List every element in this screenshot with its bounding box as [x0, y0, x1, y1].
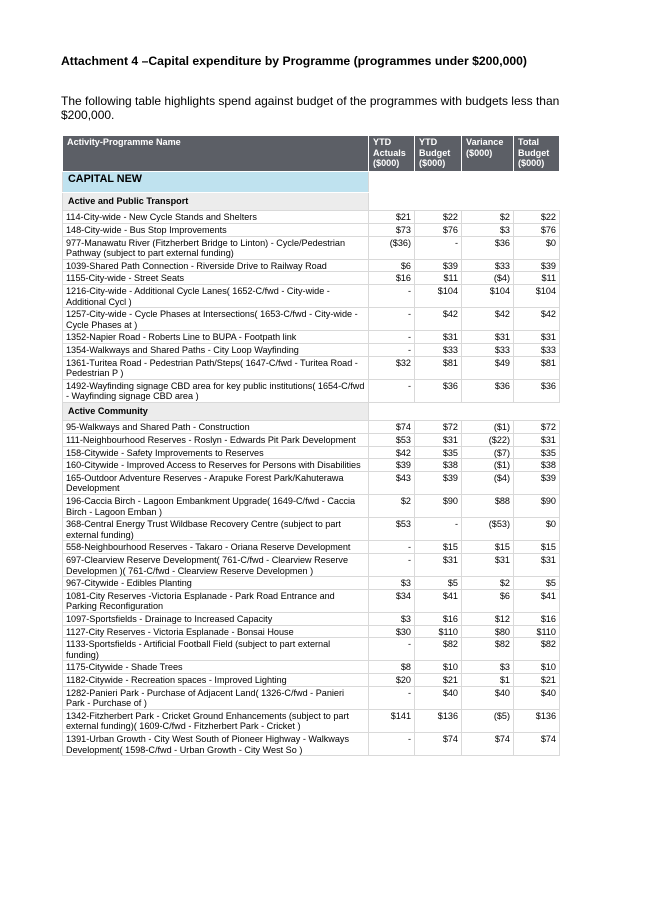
ytd-budget-cell: $110 [415, 625, 462, 638]
total-budget-cell: $42 [514, 308, 560, 331]
table-row [63, 495, 560, 518]
ytd-budget-cell: $21 [415, 673, 462, 686]
total-budget-cell: $31 [514, 434, 560, 447]
ytd-budget-cell: $10 [415, 661, 462, 674]
table-row [63, 612, 560, 625]
name-cell: 196-Caccia Birch - Lagoon Embankment Upgrade( 1649-C/fwd - Caccia Birch - Lagoon Emban ) [63, 495, 369, 518]
variance-cell: ($1) [462, 459, 514, 472]
total-budget-cell: $90 [514, 495, 560, 518]
ytd-actuals-cell: - [369, 379, 415, 402]
table-row [63, 308, 560, 331]
ytd-actuals-cell: $53 [369, 518, 415, 541]
variance-cell: $88 [462, 495, 514, 518]
ytd-actuals-cell: - [369, 732, 415, 755]
total-budget-cell: $39 [514, 259, 560, 272]
ytd-budget-cell: $36 [415, 379, 462, 402]
group-row [63, 192, 560, 211]
total-budget-cell: $21 [514, 673, 560, 686]
ytd-budget-cell: - [415, 236, 462, 259]
total-budget-cell: $0 [514, 236, 560, 259]
ytd-actuals-cell: - [369, 554, 415, 577]
ytd-actuals-cell: $42 [369, 446, 415, 459]
total-budget-cell: $136 [514, 709, 560, 732]
table-row [63, 356, 560, 379]
table-row [63, 434, 560, 447]
ytd-budget-cell: $82 [415, 638, 462, 661]
header-name: Activity-Programme Name [63, 136, 369, 172]
name-cell: 95-Walkways and Shared Path - Construction [63, 421, 369, 434]
variance-cell: ($4) [462, 471, 514, 494]
total-budget-cell: $41 [514, 589, 560, 612]
ytd-budget-cell: $38 [415, 459, 462, 472]
variance-cell: $31 [462, 554, 514, 577]
total-budget-cell: $72 [514, 421, 560, 434]
ytd-actuals-cell: $39 [369, 459, 415, 472]
total-budget-cell: $31 [514, 554, 560, 577]
group-row [63, 402, 560, 421]
table-row [63, 673, 560, 686]
ytd-budget-cell: $74 [415, 732, 462, 755]
total-budget-cell: $76 [514, 223, 560, 236]
ytd-actuals-cell: $53 [369, 434, 415, 447]
ytd-actuals-cell: - [369, 541, 415, 554]
name-cell: 1492-Wayfinding signage CBD area for key public institutions( 1654-C/fwd - Wayfinding signage CBD area ) [63, 379, 369, 402]
total-budget-cell: $40 [514, 686, 560, 709]
name-cell: 1282-Panieri Park - Purchase of Adjacent Land( 1326-C/fwd - Panieri Park - Purchase of ) [63, 686, 369, 709]
ytd-budget-cell: $42 [415, 308, 462, 331]
ytd-actuals-cell: $74 [369, 421, 415, 434]
name-cell: 368-Central Energy Trust Wildbase Recovery Centre (subject to part external funding) [63, 518, 369, 541]
table-row [63, 272, 560, 285]
ytd-actuals-cell: $43 [369, 471, 415, 494]
table-row [63, 259, 560, 272]
ytd-actuals-cell: $3 [369, 577, 415, 590]
table-row [63, 343, 560, 356]
group-label: Active Community [63, 402, 369, 421]
total-budget-cell: $11 [514, 272, 560, 285]
ytd-actuals-cell: $73 [369, 223, 415, 236]
variance-cell: ($53) [462, 518, 514, 541]
ytd-budget-cell: $39 [415, 259, 462, 272]
ytd-budget-cell: $40 [415, 686, 462, 709]
ytd-actuals-cell: $21 [369, 211, 415, 224]
total-budget-cell: $33 [514, 343, 560, 356]
variance-cell: $104 [462, 284, 514, 307]
total-budget-cell: $31 [514, 331, 560, 344]
variance-cell: $2 [462, 577, 514, 590]
ytd-actuals-cell: - [369, 638, 415, 661]
ytd-actuals-cell: ($36) [369, 236, 415, 259]
name-cell: 114-City-wide - New Cycle Stands and Shelters [63, 211, 369, 224]
group-label: Active and Public Transport [63, 192, 369, 211]
variance-cell: ($4) [462, 272, 514, 285]
table-row [63, 211, 560, 224]
total-budget-cell: $104 [514, 284, 560, 307]
capital-expenditure-table [62, 135, 560, 756]
table-row [63, 732, 560, 755]
total-budget-cell: $35 [514, 446, 560, 459]
name-cell: 967-Citywide - Edibles Planting [63, 577, 369, 590]
ytd-actuals-cell: $8 [369, 661, 415, 674]
header-variance: Variance ($000) [462, 136, 514, 172]
ytd-actuals-cell: $20 [369, 673, 415, 686]
table-row [63, 236, 560, 259]
section-row [63, 171, 560, 192]
total-budget-cell: $22 [514, 211, 560, 224]
ytd-budget-cell: $22 [415, 211, 462, 224]
ytd-budget-cell: $35 [415, 446, 462, 459]
ytd-actuals-cell: - [369, 343, 415, 356]
name-cell: 1354-Walkways and Shared Paths - City Loop Wayfinding [63, 343, 369, 356]
table-row [63, 421, 560, 434]
header-total-budget: Total Budget ($000) [514, 136, 560, 172]
name-cell: 977-Manawatu River (Fitzherbert Bridge to Linton) - Cycle/Pedestrian Pathway (subject to part external funding) [63, 236, 369, 259]
ytd-actuals-cell: $3 [369, 612, 415, 625]
page-heading: Attachment 4 –Capital expenditure by Programme (programmes under $200,000) [61, 54, 527, 68]
total-budget-cell: $16 [514, 612, 560, 625]
total-budget-cell: $15 [514, 541, 560, 554]
total-budget-cell: $39 [514, 471, 560, 494]
name-cell: 1257-City-wide - Cycle Phases at Intersections( 1653-C/fwd - City-wide - Cycle Phases at ) [63, 308, 369, 331]
table-row [63, 554, 560, 577]
table-row [63, 284, 560, 307]
table-row [63, 446, 560, 459]
variance-cell: $42 [462, 308, 514, 331]
table-row [63, 589, 560, 612]
ytd-budget-cell: $39 [415, 471, 462, 494]
name-cell: 1391-Urban Growth - City West South of Pioneer Highway - Walkways Development( 1598-C/fwd - Urban Growth - City West So ) [63, 732, 369, 755]
total-budget-cell: $10 [514, 661, 560, 674]
name-cell: 1097-Sportsfields - Drainage to Increased Capacity [63, 612, 369, 625]
table-row [63, 577, 560, 590]
name-cell: 1352-Napier Road - Roberts Line to BUPA - Footpath link [63, 331, 369, 344]
name-cell: 160-Citywide - Improved Access to Reserves for Persons with Disabilities [63, 459, 369, 472]
ytd-budget-cell: $41 [415, 589, 462, 612]
variance-cell: ($22) [462, 434, 514, 447]
ytd-budget-cell: $5 [415, 577, 462, 590]
name-cell: 1133-Sportsfields - Artificial Football Field (subject to part external funding) [63, 638, 369, 661]
variance-cell: ($7) [462, 446, 514, 459]
total-budget-cell: $38 [514, 459, 560, 472]
table-row [63, 379, 560, 402]
variance-cell: $12 [462, 612, 514, 625]
ytd-budget-cell: $16 [415, 612, 462, 625]
ytd-budget-cell: - [415, 518, 462, 541]
name-cell: 1342-Fitzherbert Park - Cricket Ground Enhancements (subject to part external funding)( 1609-C/fwd - Fitzherbert Park - Cricket ) [63, 709, 369, 732]
ytd-budget-cell: $31 [415, 331, 462, 344]
name-cell: 1127-City Reserves - Victoria Esplanade - Bonsai House [63, 625, 369, 638]
total-budget-cell: $5 [514, 577, 560, 590]
ytd-budget-cell: $31 [415, 434, 462, 447]
ytd-budget-cell: $31 [415, 554, 462, 577]
table-row [63, 625, 560, 638]
table-row [63, 518, 560, 541]
ytd-actuals-cell: - [369, 686, 415, 709]
name-cell: 148-City-wide - Bus Stop Improvements [63, 223, 369, 236]
table-body [63, 171, 560, 755]
total-budget-cell: $0 [514, 518, 560, 541]
name-cell: 1216-City-wide - Additional Cycle Lanes( 1652-C/fwd - City-wide - Additional Cycl ) [63, 284, 369, 307]
variance-cell: $80 [462, 625, 514, 638]
ytd-actuals-cell: $6 [369, 259, 415, 272]
variance-cell: ($5) [462, 709, 514, 732]
table-row [63, 709, 560, 732]
variance-cell: $3 [462, 661, 514, 674]
name-cell: 165-Outdoor Adventure Reserves - Arapuke Forest Park/Kahuterawa Development [63, 471, 369, 494]
total-budget-cell: $110 [514, 625, 560, 638]
name-cell: 1081-City Reserves -Victoria Esplanade - Park Road Entrance and Parking Reconfiguration [63, 589, 369, 612]
variance-cell: $31 [462, 331, 514, 344]
table-row [63, 686, 560, 709]
total-budget-cell: $74 [514, 732, 560, 755]
ytd-budget-cell: $72 [415, 421, 462, 434]
variance-cell: $6 [462, 589, 514, 612]
ytd-budget-cell: $76 [415, 223, 462, 236]
table-row [63, 459, 560, 472]
ytd-actuals-cell: - [369, 308, 415, 331]
variance-cell: $33 [462, 259, 514, 272]
table-row [63, 471, 560, 494]
ytd-budget-cell: $11 [415, 272, 462, 285]
ytd-budget-cell: $33 [415, 343, 462, 356]
name-cell: 1175-Citywide - Shade Trees [63, 661, 369, 674]
ytd-actuals-cell: $16 [369, 272, 415, 285]
ytd-budget-cell: $81 [415, 356, 462, 379]
header-ytd-budget: YTD Budget ($000) [415, 136, 462, 172]
ytd-budget-cell: $15 [415, 541, 462, 554]
name-cell: 111-Neighbourhood Reserves - Roslyn - Edwards Pit Park Development [63, 434, 369, 447]
table-row [63, 638, 560, 661]
ytd-actuals-cell: - [369, 331, 415, 344]
intro-paragraph: The following table highlights spend against budget of the programmes with budgets less than $200,000. [61, 94, 560, 122]
section-label: CAPITAL NEW [63, 171, 369, 192]
name-cell: 697-Clearview Reserve Development( 761-C/fwd - Clearview Reserve Developmen )( 761-C/fwd - Clearview Reserve Developmen ) [63, 554, 369, 577]
total-budget-cell: $36 [514, 379, 560, 402]
table-header-row [63, 136, 560, 172]
ytd-actuals-cell: $2 [369, 495, 415, 518]
name-cell: 1155-City-wide - Street Seats [63, 272, 369, 285]
total-budget-cell: $82 [514, 638, 560, 661]
variance-cell: $36 [462, 236, 514, 259]
ytd-actuals-cell: $30 [369, 625, 415, 638]
name-cell: 1361-Turitea Road - Pedestrian Path/Steps( 1647-C/fwd - Turitea Road - Pedestrian P ) [63, 356, 369, 379]
variance-cell: $33 [462, 343, 514, 356]
ytd-budget-cell: $136 [415, 709, 462, 732]
table-row [63, 661, 560, 674]
total-budget-cell: $81 [514, 356, 560, 379]
variance-cell: $40 [462, 686, 514, 709]
variance-cell: $2 [462, 211, 514, 224]
ytd-actuals-cell: $34 [369, 589, 415, 612]
variance-cell: $74 [462, 732, 514, 755]
table-row [63, 541, 560, 554]
ytd-budget-cell: $90 [415, 495, 462, 518]
variance-cell: ($1) [462, 421, 514, 434]
table-row [63, 331, 560, 344]
variance-cell: $49 [462, 356, 514, 379]
header-ytd-actuals: YTD Actuals ($000) [369, 136, 415, 172]
name-cell: 1039-Shared Path Connection - Riverside Drive to Railway Road [63, 259, 369, 272]
name-cell: 158-Citywide - Safety Improvements to Reserves [63, 446, 369, 459]
table-row [63, 223, 560, 236]
ytd-budget-cell: $104 [415, 284, 462, 307]
name-cell: 558-Neighbourhood Reserves - Takaro - Oriana Reserve Development [63, 541, 369, 554]
variance-cell: $3 [462, 223, 514, 236]
variance-cell: $1 [462, 673, 514, 686]
ytd-actuals-cell: $32 [369, 356, 415, 379]
variance-cell: $82 [462, 638, 514, 661]
ytd-actuals-cell: - [369, 284, 415, 307]
variance-cell: $36 [462, 379, 514, 402]
ytd-actuals-cell: $141 [369, 709, 415, 732]
name-cell: 1182-Citywide - Recreation spaces - Improved Lighting [63, 673, 369, 686]
variance-cell: $15 [462, 541, 514, 554]
